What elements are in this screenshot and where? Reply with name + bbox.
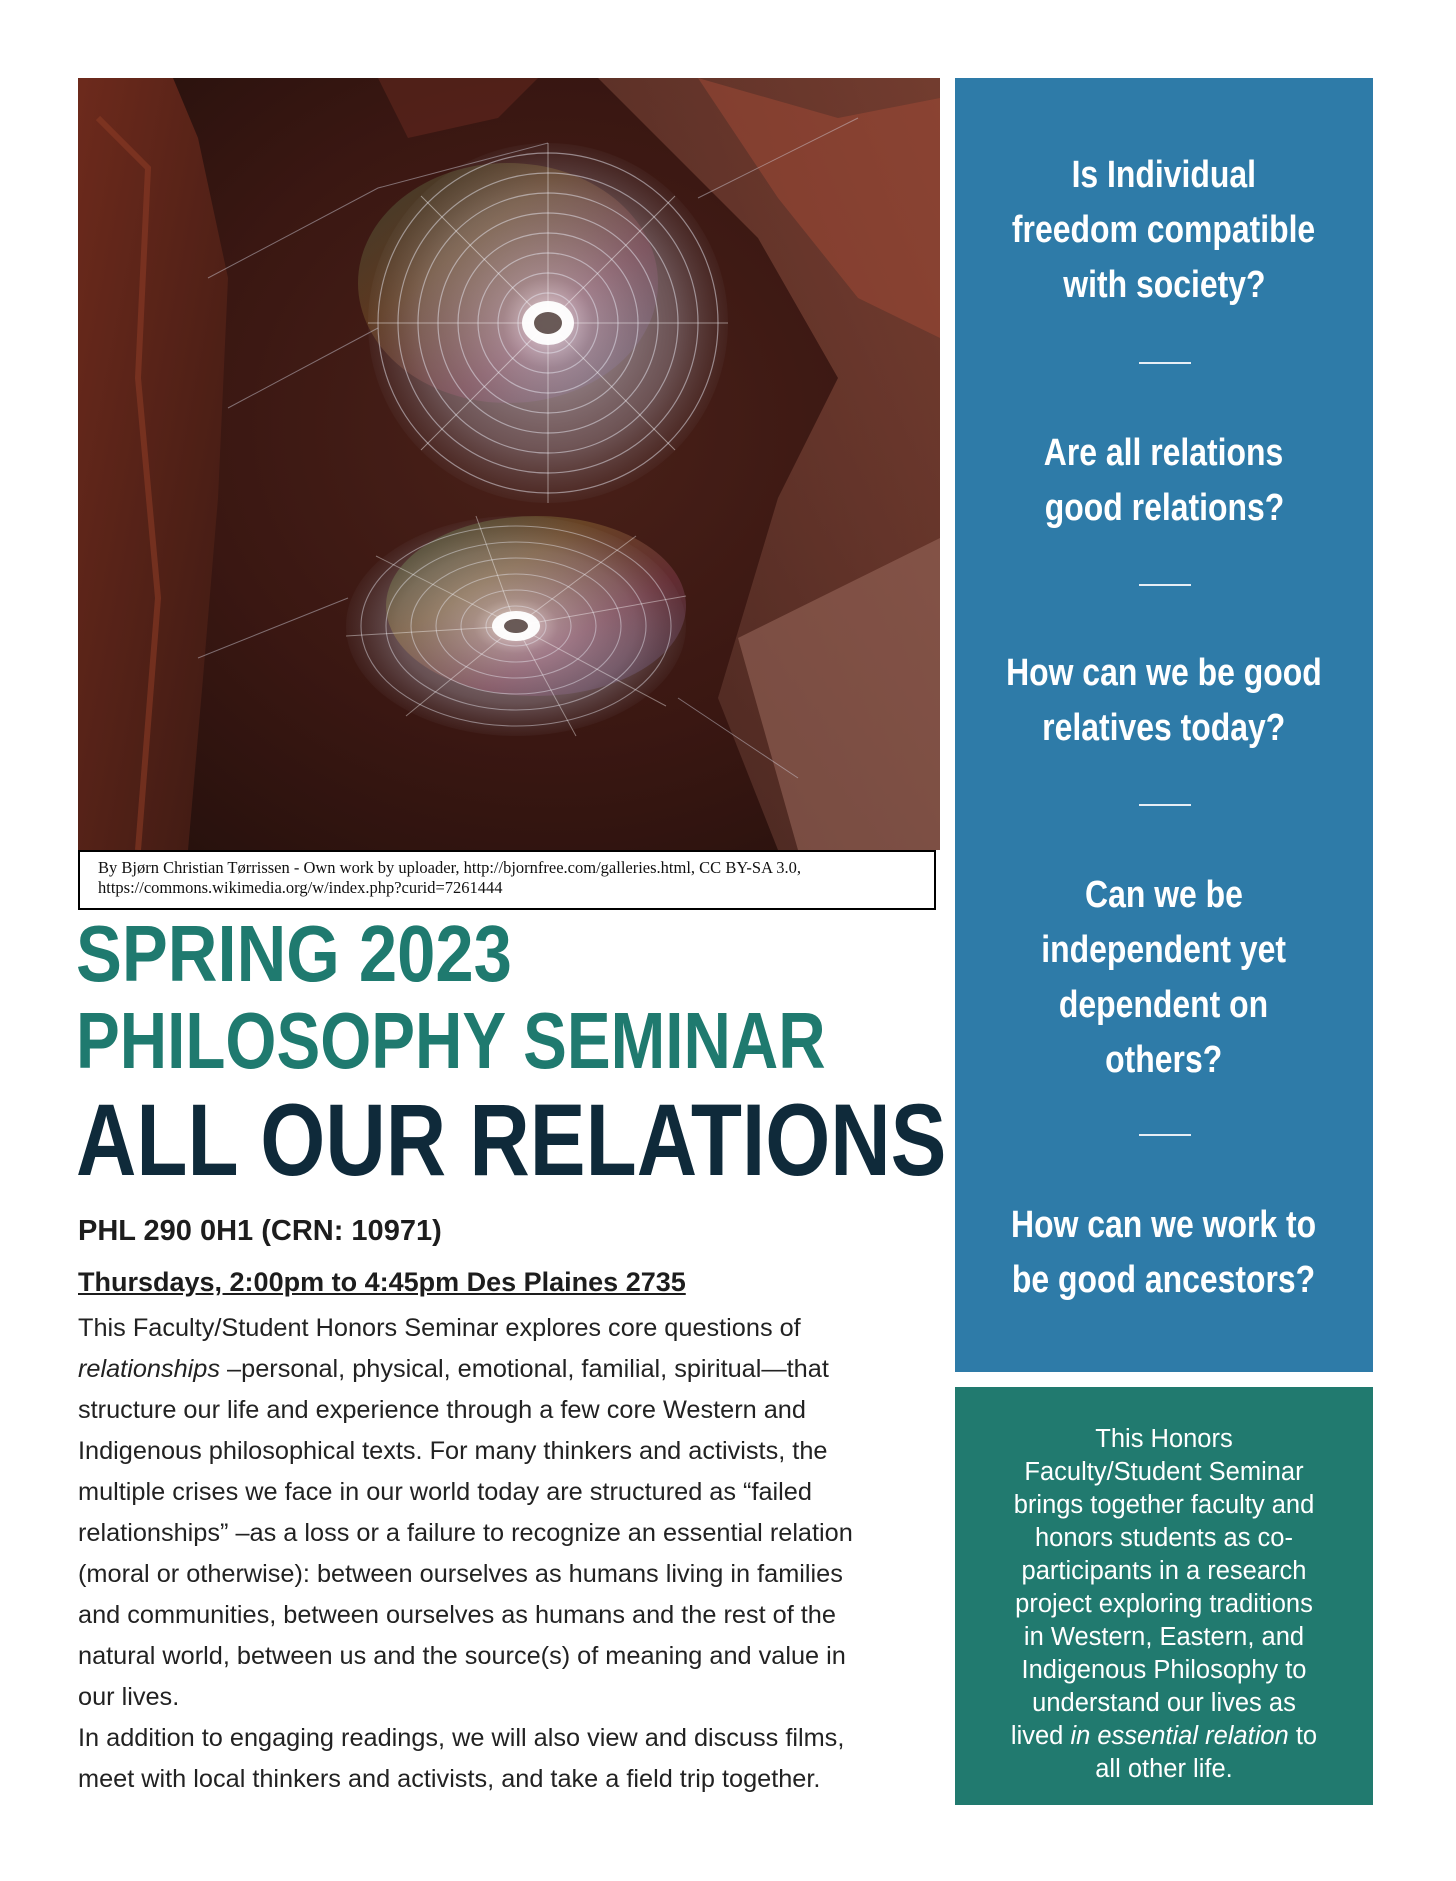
honors-line: understand our lives as (1032, 1689, 1296, 1717)
description-line: and communities, between ourselves as humans and the rest of the (78, 1601, 836, 1629)
honors-line: participants in a research (1021, 1557, 1307, 1585)
spider-web-photo (78, 78, 940, 850)
description-line: structure our life and experience through a few core Western and (78, 1396, 806, 1424)
question-5: How can we work to be good ancestors? (1011, 1204, 1317, 1301)
description-line: natural world, between us and the source(s) of meaning and value in (78, 1642, 846, 1670)
honors-line: lived in essential relation to (1010, 1722, 1318, 1750)
schedule-line: Thursdays, 2:00pm to 4:45pm Des Plaines 2735 (78, 1267, 686, 1297)
title-spring-2023: SPRING 2023 (76, 909, 512, 998)
question-2: Are all relations good relations? (1044, 432, 1284, 529)
question-3: How can we be good relatives today? (1006, 652, 1322, 749)
description-line: multiple crises we face in our world today are structured as “failed (78, 1478, 812, 1506)
question-1: Is Individual freedom compatible with society? (1012, 154, 1316, 306)
relationships-emphasis: relationships (78, 1355, 221, 1383)
question-divider (1139, 1134, 1191, 1136)
question-divider (1139, 362, 1191, 364)
description-line: Indigenous philosophical texts. For many thinkers and activists, the (78, 1437, 828, 1465)
photo-credit (78, 850, 936, 910)
honors-line: This Honors (1095, 1425, 1233, 1453)
honors-line: in Western, Eastern, and (1023, 1623, 1305, 1651)
honors-line: all other life. (1095, 1755, 1233, 1783)
honors-line: honors students as co- (1035, 1524, 1293, 1552)
essential-relation-emphasis: in essential relation (1070, 1722, 1289, 1750)
spider-web-image (78, 78, 940, 850)
photo-credit-line-2: https://commons.wikimedia.org/w/index.php?curid=7261444 (98, 878, 503, 897)
honors-seminar-box (955, 1387, 1373, 1805)
description-line: meet with local thinkers and activists, and take a field trip together. (78, 1765, 821, 1793)
question-divider (1139, 584, 1191, 586)
seminar-description (78, 1308, 938, 1800)
title-all-our-relations: ALL OUR RELATIONS (76, 1083, 947, 1197)
course-code: PHL 290 0H1 (CRN: 10971) (78, 1215, 442, 1247)
honors-line: project exploring traditions (1015, 1590, 1313, 1618)
description-line: (moral or otherwise): between ourselves as humans living in families (78, 1560, 843, 1588)
description-line: relationships –personal, physical, emotional, familial, spiritual—that (78, 1355, 829, 1383)
description-line: relationships” –as a loss or a failure to recognize an essential relation (78, 1519, 853, 1547)
photo-credit-line-1: By Bjørn Christian Tørrissen - Own work by uploader, http://bjornfree.com/galleries.html, CC BY-SA 3.0, (98, 858, 801, 877)
honors-line: brings together faculty and (1013, 1491, 1315, 1519)
description-line: our lives. (78, 1683, 180, 1711)
honors-line: Indigenous Philosophy to (1021, 1656, 1307, 1684)
description-line: This Faculty/Student Honors Seminar explores core questions of (78, 1314, 801, 1342)
title-philosophy-seminar: PHILOSOPHY SEMINAR (76, 996, 826, 1085)
questions-panel (955, 78, 1373, 1372)
description-line: In addition to engaging readings, we will also view and discuss films, (78, 1724, 845, 1752)
question-divider (1139, 804, 1191, 806)
honors-line: Faculty/Student Seminar (1024, 1458, 1304, 1486)
question-4: Can we be independent yet dependent on others? (1041, 874, 1287, 1081)
